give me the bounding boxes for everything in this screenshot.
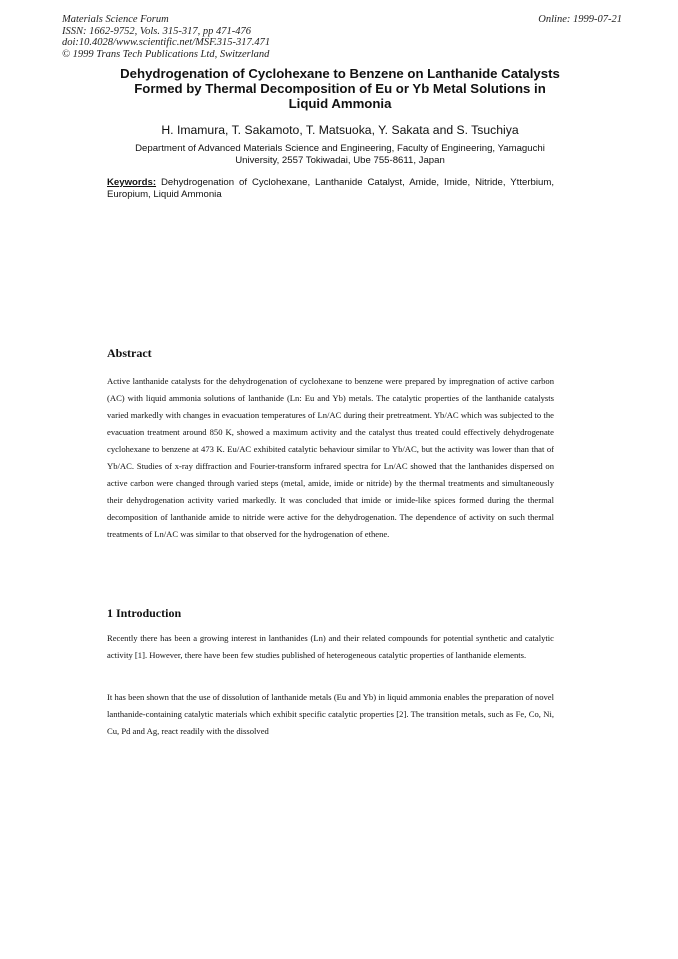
- abstract-text: Active lanthanide catalysts for the dehydrogenation of cyclohexane to benzene were prepared by impregnation of active carbon (AC) with liquid ammonia solutions of lanthanide (Ln: Eu and Yb) metals. The catalytic properties of the lanthanide catalysts varied markedly with changes in evacuation temperatures of Ln/AC during their pretreatment. Yb/AC which was subjected to the evacuation treatment around 850 K, showed a maximum activity and the catalyst thus treated could effectively dehydrogenate cyclohexane to benzene at 473 K. Eu/AC exhibited catalytic behaviour similar to Yb/AC, but the activity was lower than that of Yb/AC. Studies of x-ray diffraction and Fourier-transform infrared spectra for Ln/AC showed that the lanthanides dispersed on active carbon were changed through varied steps (metal, amide, imide or nitride) by the thermal treatments and simultaneously their dehydrogenation activity varied markedly. It was concluded that imide or imide-like spices formed during the thermal decomposition of lanthanide amide to nitride were active for the dehydrogenation. The dependence of activity on such thermal treatments of Ln/AC was similar to that observed for the hydrogenation of ethene.: [107, 376, 554, 539]
- affiliation: [100, 143, 580, 167]
- affiliation-line-2: University, 2557 Tokiwadai, Ube 755-8611, Japan: [235, 155, 445, 166]
- journal-header: [62, 14, 270, 60]
- keywords-block: [107, 177, 554, 201]
- journal-name: Materials Science Forum: [62, 14, 169, 25]
- issn-line: ISSN: 1662-9752, Vols. 315-317, pp 471-476: [62, 25, 251, 37]
- paper-title: [90, 66, 590, 111]
- introduction-paragraph-2: It has been shown that the use of dissolution of lanthanide metals (Eu and Yb) in liquid ammonia enables the preparation of novel lanthanide-containing catalytic materials which exhibit specific catalytic properties [2]. The transition metals, such as Fe, Co, Ni, Cu, Pd and Ag, react readily with the dissolved: [107, 692, 554, 736]
- affiliation-line-1: Department of Advanced Materials Science and Engineering, Faculty of Engineering, Yamaguchi: [135, 143, 545, 154]
- abstract-heading: Abstract: [107, 346, 152, 360]
- introduction-paragraph-1: Recently there has been a growing interest in lanthanides (Ln) and their related compounds for potential synthetic and catalytic activity [1]. However, there have been few studies published of heterogeneous catalytic properties of lanthanide elements.: [107, 633, 554, 660]
- copyright-line: © 1999 Trans Tech Publications Ltd, Switzerland: [62, 48, 270, 60]
- keywords-list: Dehydrogenation of Cyclohexane, Lanthanide Catalyst, Amide, Imide, Nitride, Ytterbium, Europium, Liquid Ammonia: [107, 177, 554, 200]
- doi-link[interactable]: doi:10.4028/www.scientific.net/MSF.315-317.471: [62, 37, 271, 48]
- keywords-label: Keywords:: [107, 177, 157, 188]
- title-line-2: Formed by Thermal Decomposition of Eu or Yb Metal Solutions in: [134, 81, 546, 96]
- title-line-1: Dehydrogenation of Cyclohexane to Benzene on Lanthanide Catalysts: [120, 66, 560, 81]
- online-date: Online: 1999-07-21: [538, 14, 622, 25]
- title-line-3: Liquid Ammonia: [288, 96, 392, 111]
- introduction-heading: 1 Introduction: [107, 606, 182, 620]
- authors: H. Imamura, T. Sakamoto, T. Matsuoka, Y. Sakata and S. Tsuchiya: [161, 123, 519, 137]
